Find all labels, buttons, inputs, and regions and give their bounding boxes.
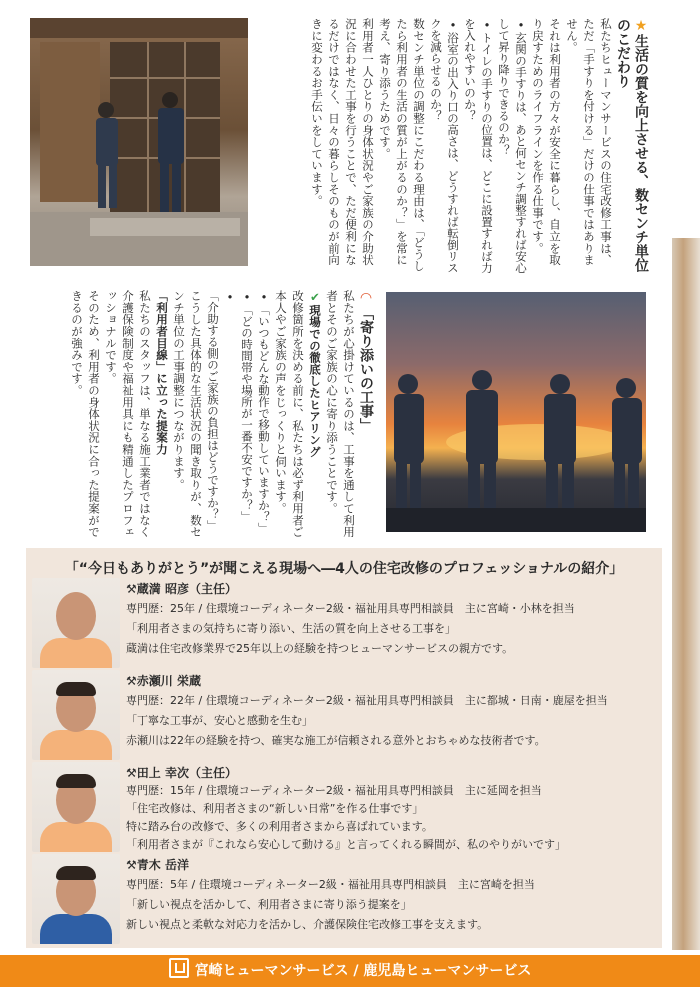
top-heading: ★生活の質を向上させる、数センチ単位のこだわり — [615, 18, 649, 272]
check-icon: ✔ — [308, 290, 322, 305]
middle-bullet-3: •「介助する側のご家族の負担はどうですか？」 — [206, 290, 237, 532]
staff-photo-1 — [32, 578, 120, 668]
staff-section-title: 「“今日もありがとう”が聞こえる現場へ―4人の住宅改修のプロフェッショナルの紹介」 — [64, 561, 624, 577]
top-bullet-1: •玄関の手すりは、あと何センチ調整すれば安心して昇り降りできるのか？ — [497, 18, 528, 274]
middle-intro: 私たちが心掛けているのは、工事を通して利用者とそのご家族の心に寄り添うことです。 — [325, 290, 356, 538]
top-article — [258, 18, 650, 274]
top-bullet-3: •浴室の出入り口の高さは、どうすれば転倒リスクを減らせるのか？ — [429, 18, 460, 274]
staff-card-1 — [26, 578, 662, 674]
top-bullet-2: •トイレの手すりの位置は、どこに設置すれば力を入れやすいのか？ — [463, 18, 494, 274]
staff-name-2: ⚒赤瀬川 栄蔵 — [126, 674, 201, 688]
staff-card-3 — [26, 762, 662, 858]
middle-after-bullets: こうした具体的な生活状況の聞き取りが、数センチ単位の工事調整につながります。 — [172, 290, 203, 538]
staff-name-3: ⚒田上 幸次（主任） — [126, 766, 237, 780]
staff-career-4: 専門歴：5年 / 住環境コーディネーター2級・福祉用具専門相談員 主に宮崎を担当 — [126, 878, 535, 891]
middle-sub2-text: 私たちのスタッフは、単なる施工業者ではなく介護保険制度や福祉用具にも精通したプロフェッショナルです。 — [104, 290, 152, 538]
tools-icon: ⚒ — [126, 674, 137, 688]
tools-icon: ⚒ — [126, 582, 137, 596]
sunset-workers-photo — [386, 292, 646, 532]
top-paragraph-2: それは利用者の方々が安全に暮らし、自立を取り戻すためのライフラインを作る仕事です。 — [531, 18, 562, 266]
tools-icon: ⚒ — [126, 858, 137, 872]
staff-career-3: 専門歴：15年 / 住環境コーディネーター2級・福祉用具専門相談員 主に延岡を担当 — [126, 784, 542, 797]
star-icon: ★ — [633, 18, 649, 34]
rainbow-icon: ◠ — [358, 290, 374, 306]
staff-quote-1: 「利用者さまの気持ちに寄り添い、生活の質を向上させる工事を」 — [126, 622, 456, 635]
side-photo — [672, 238, 700, 950]
staff-extra-3: 「利用者さまが『これなら安心して動ける』と言ってくれる瞬間が、私のやりがいです」 — [126, 838, 566, 851]
staff-panel — [26, 548, 662, 948]
staff-desc-1: 蔵満は住宅改修業界で25年以上の経験を持つヒューマンサービスの親方です。 — [126, 642, 514, 655]
staff-desc-2: 赤瀬川は22年の経験を持つ、確実な施工が信頼される意外とおちゃめな技術者です。 — [126, 734, 546, 747]
staff-photo-2 — [32, 670, 120, 760]
staff-name-4: ⚒青木 岳洋 — [126, 858, 189, 872]
middle-article — [30, 290, 375, 540]
middle-heading: ◠「寄り添いの工事」 — [358, 290, 374, 432]
workers-door-photo — [30, 18, 248, 266]
staff-career-1: 専門歴：25年 / 住環境コーディネーター2級・福祉用具専門相談員 主に宮崎・小林を担当 — [126, 602, 575, 615]
staff-card-2 — [26, 670, 662, 766]
staff-desc-3: 特に踏み台の改修で、多くの利用者さまから喜ばれています。 — [126, 820, 433, 833]
tools-icon: ⚒ — [126, 766, 137, 780]
staff-quote-2: 「丁寧な工事が、安心と感動を生む」 — [126, 714, 313, 727]
middle-bullet-2: •「どの時間帯や場所が一番不安ですか？」 — [240, 290, 254, 523]
staff-name-1: ⚒蔵満 昭彦（主任） — [126, 582, 237, 596]
staff-photo-3 — [32, 762, 120, 852]
staff-photo-4 — [32, 854, 120, 944]
staff-quote-3: 「住宅改修は、利用者さまの“新しい日常”を作る仕事です」 — [126, 802, 424, 815]
top-closing-2: 利用者一人ひとりの身体状況やご家族の介助状況に合わせた工事を行うことで、ただ便利になるだけではなく、日々の暮らしそのものが前向きに変わるお手伝いをしています。 — [310, 18, 375, 266]
middle-sub2-text-2: そのため、利用者の身体状況に合った提案ができるのが強みです。 — [70, 290, 101, 538]
top-closing-1: 数センチ単位の調整にこだわる理由は、「どうしたら利用者の生活の質が上がるのか？」を常に考え、寄り添うためです。 — [378, 18, 426, 272]
middle-subheading: ✔現場での徹底したヒアリング — [308, 290, 322, 458]
company-logo-icon — [169, 958, 189, 978]
footer-bar — [0, 955, 700, 987]
middle-bullet-1: •「いつもどんな動作で移動していますか？」 — [257, 290, 271, 534]
middle-sub-text: 改修箇所を決める前に、私たちは必ず利用者ご本人やご家族の声をじっくりと伺います。 — [274, 290, 305, 538]
middle-subheading-2: 「利用者目線」に立った提案力 — [155, 290, 169, 456]
staff-card-4 — [26, 854, 662, 950]
staff-career-2: 専門歴：22年 / 住環境コーディネーター2級・福祉用具専門相談員 主に都城・日南・鹿屋を担当 — [126, 694, 608, 707]
staff-quote-4: 「新しい視点を活かして、利用者さまに寄り添う提案を」 — [126, 898, 412, 911]
footer-text: 宮崎ヒューマンサービス / 鹿児島ヒューマンサービス — [194, 963, 532, 979]
top-paragraph-1: 私たちヒューマンサービスの住宅改修工事は、ただ「手すりを付ける」だけの仕事ではありません。 — [565, 18, 613, 266]
staff-desc-4: 新しい視点と柔軟な対応力を活かし、介護保険住宅改修工事を支えます。 — [126, 918, 489, 931]
